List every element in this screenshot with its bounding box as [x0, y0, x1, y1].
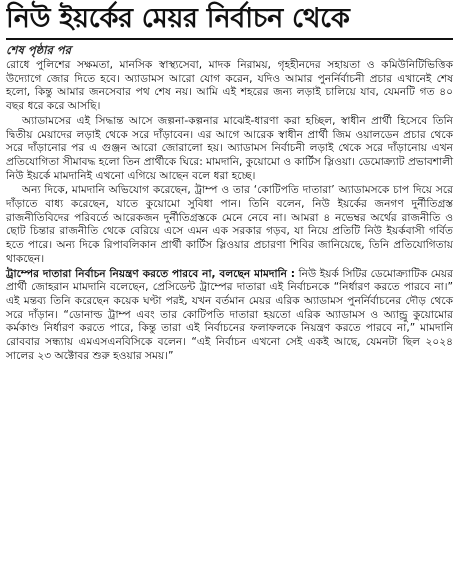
headline-rule — [6, 38, 453, 40]
paragraph: অ্যাডামসের এই সিদ্ধান্ত আসে জল্পনা-কল্পনার মাঝেই-ধারণা করা হচ্ছিল, স্বাধীন প্রার্থী হিসেবে তিনি দ্বিতীয় মেয়াদের লড়াই থেকে সরে দাঁড়াবেন। এর আগে আরেক স্বাধীন প্রার্থী জিম ওয়ালডেন প্রচার থেকে সরে দাঁড়ানোর পর এ গুঞ্জন আরো জোরালো হয়। অ্যাডামস নির্বাচনী লড়াই থেকে সরে দাঁড়ানোয় এখন প্রতিযোগিতা সীমাবদ্ধ হলো তিন প্রার্থীকে ঘিরে: মামদানি, কুয়োমো ও কার্টিস স্লিওয়া। ডেমোক্র্যাট প্রভাবশালী নিউ ইয়র্কে মামদানিই এখনো এগিয়ে আছেন বলে ধরা হচ্ছে। — [6, 114, 453, 182]
continued-label: শেষ পৃষ্ঠার পর — [6, 43, 71, 57]
subhead: ট্রাম্পের দাতারা নির্বাচন নিয়ন্ত্রণ করতে পারবে না, বলছেন মামদানি : — [6, 267, 296, 280]
headline: নিউ ইয়র্কের মেয়র নির্বাচন থেকে — [6, 3, 350, 34]
paragraph: অন্য দিকে, মামদানি অভিযোগ করেছেন, ট্রাম্প ও তার ‘কোটিপতি দাতারা’ অ্যাডামসকে চাপ দিয়ে সরে দাঁড়াতে বাধ্য করেছেন, যাতে কুয়োমো সুবিধা পান। তিনি বলেন, নিউ ইয়র্কের জনগণ দুর্নীতিগ্রস্ত রাজনীতিবিদের পরিবর্তে আরেকজন দুর্নীতিগ্রস্তকে মেনে নেবে না। আমরা ৪ নভেম্বর অর্থের রাজনীতি ও ছোট চিন্তার রাজনীতি থেকে বেরিয়ে এসে এমন এক সরকার গড়ব, যা নিয়ে প্রতিটি নিউ ইয়র্কবাসী গর্বিত হতে পারে। অন্য দিকে রিপাবলিকান প্রার্থী কার্টিস স্লিওয়ার প্রচারণা শিবির জানিয়েছে, তিনি প্রতিযোগিতায় থাকছেন। — [6, 184, 453, 265]
paragraph: রোধে পুলিশের সক্ষমতা, মানসিক স্বাস্থ্যসেবা, মাদক নিরাময়, গৃহহীনদের সহায়তা ও কমিউনিটিভিত্তিক উদ্যোগে জোর দিতে হবে। অ্যাডামস আরো যোগ করেন, যদিও আমার পুনর্নির্বাচনী প্রচার এখানেই শেষ হলো, কিন্তু আমার জনসেবার পথ শেষ নয়। আমি এই শহরের জন্য লড়াই চালিয়ে যাব, যেমনটি গত ৪০ বছর ধরে করে আসছি। — [6, 59, 453, 113]
final-paragraph-text: নিউ ইয়র্ক সিটির ডেমোক্র্যাটিক মেয়র প্রার্থী জোহরান মামদানি বলেছেন, প্রেসিডেন্ট ট্রাম্পের দাতারা এই নির্বাচনকে “নির্ধারণ করতে পারবে না।” এই মন্তব্য তিনি করেছেন কয়েক ঘণ্টা পরই, যখন বর্তমান মেয়র এরিক অ্যাডামস পুনর্নির্বাচনের দৌড় থেকে সরে দাঁড়ান। “ডোনাল্ড ট্রাম্প এবং তার কোটিপতি দাতারা হয়তো এরিক অ্যাডামস ও অ্যান্ড্রু কুয়োমোর কর্মকাণ্ড নির্ধারণ করতে পারে, কিন্তু তারা এই নির্বাচনের ফলাফলকে নিয়ন্ত্রণ করতে পারবে না,” মামদানি রোববার সন্ধ্যায় এমএসএনবিসিকে বলেন। “এই নির্বাচন এখনো সেই একই আছে, যেমনটা ছিল ২০২৪ সালের ২৩ অক্টোবর শুরু হওয়ার সময়।” — [6, 267, 453, 362]
article-body — [6, 59, 453, 363]
final-paragraph — [6, 268, 453, 364]
